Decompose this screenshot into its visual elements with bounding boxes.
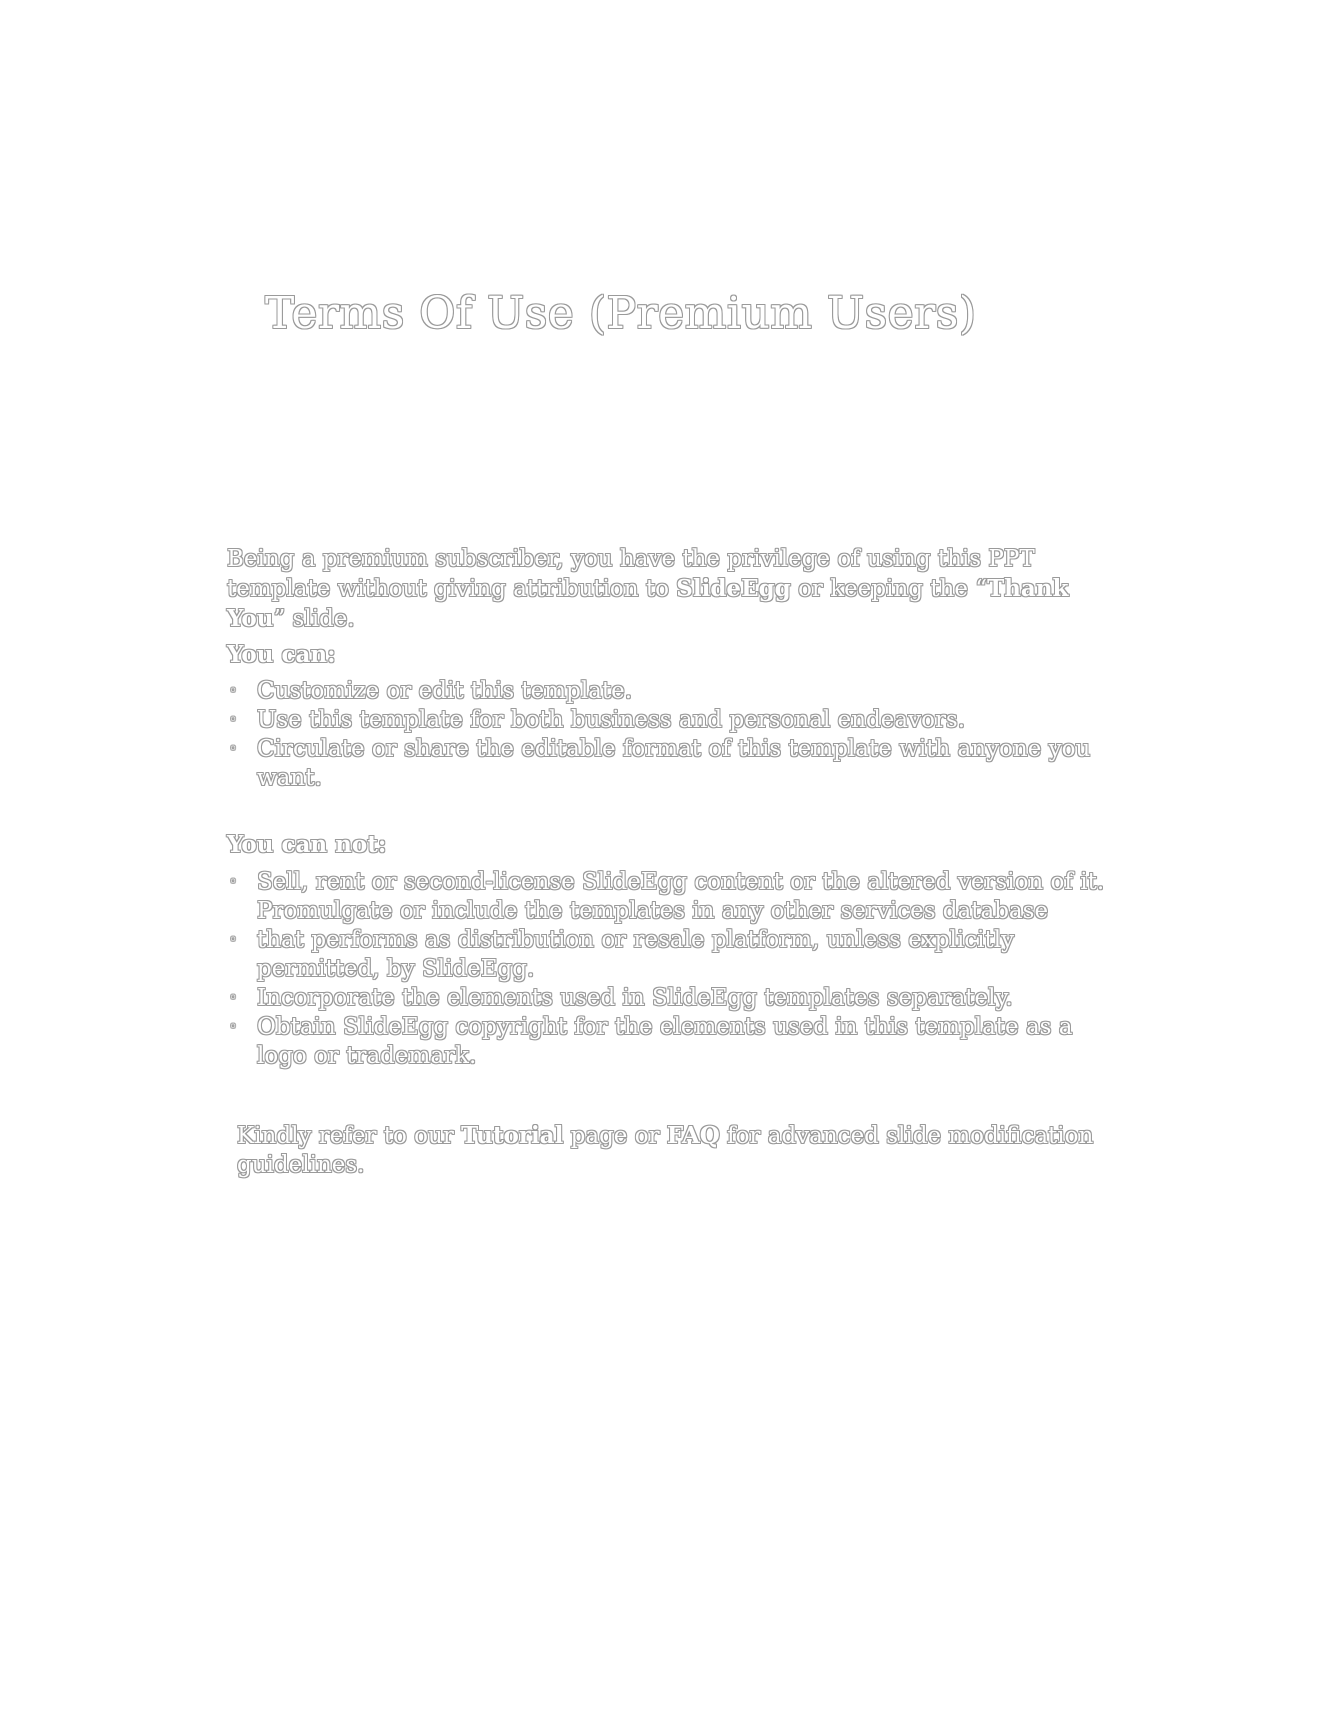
thank-you-label: Thank You [227, 575, 1069, 632]
bullet-icon: ◦ [229, 741, 238, 757]
list-item-text: Incorporate the elements used in SlideEgg templates separately. [257, 985, 1013, 1011]
bullet-icon: ◦ [229, 712, 238, 728]
list-item-text: Circulate or share the editable format of this template with anyone you want. [257, 736, 1091, 791]
list-item [227, 1013, 1127, 1071]
list-item-text: Customize or edit this template. [257, 678, 633, 704]
bullet-icon: ◦ [229, 932, 238, 948]
bullet-icon: ◦ [229, 1019, 238, 1035]
list-item [227, 984, 1127, 1013]
can-heading: You can: [227, 641, 336, 668]
footer-text-2: page or [563, 1123, 667, 1149]
footer-note [237, 1121, 1097, 1180]
bullet-icon: ◦ [229, 874, 238, 890]
list-item-text: Use this template for both business and personal endeavors. [257, 707, 966, 733]
list-item [227, 868, 1127, 926]
footer-text-1: Kindly refer to our [237, 1123, 462, 1149]
list-item-text: that performs as distribution or resale platform, unless explicitly permitted, by SlideEgg. [257, 927, 1015, 982]
bullet-icon: ◦ [229, 683, 238, 699]
list-item [227, 926, 1127, 984]
intro-text-2: or keeping the “ [790, 576, 988, 602]
can-list [227, 677, 1127, 793]
list-item [227, 706, 1127, 735]
list-item-text: Sell, rent or second-license SlideEgg content or the altered version of it. Promulgate or include the templates in any other services database [257, 869, 1105, 924]
intro-text-3: ” slide. [273, 606, 355, 632]
bullet-icon: ◦ [229, 990, 238, 1006]
cannot-list [227, 868, 1127, 1071]
tutorial-link[interactable]: Tutorial [461, 1122, 564, 1149]
list-item-text: Obtain SlideEgg copyright for the elements used in this template as a logo or trademark. [257, 1014, 1073, 1069]
page-title: Terms Of Use (Premium Users) [265, 288, 977, 339]
footer-text-3: for advanced slide modification guidelines. [237, 1123, 1094, 1178]
intro-text-1: Being a premium subscriber, you have the privilege of using this PPT template without giving attribution to [227, 546, 1035, 602]
cannot-heading: You can not: [227, 831, 387, 858]
brand-link[interactable]: SlideEgg [676, 575, 791, 602]
list-item [227, 735, 1127, 793]
faq-link[interactable]: FAQ [666, 1122, 720, 1149]
intro-paragraph [227, 545, 1127, 634]
list-item [227, 677, 1127, 706]
